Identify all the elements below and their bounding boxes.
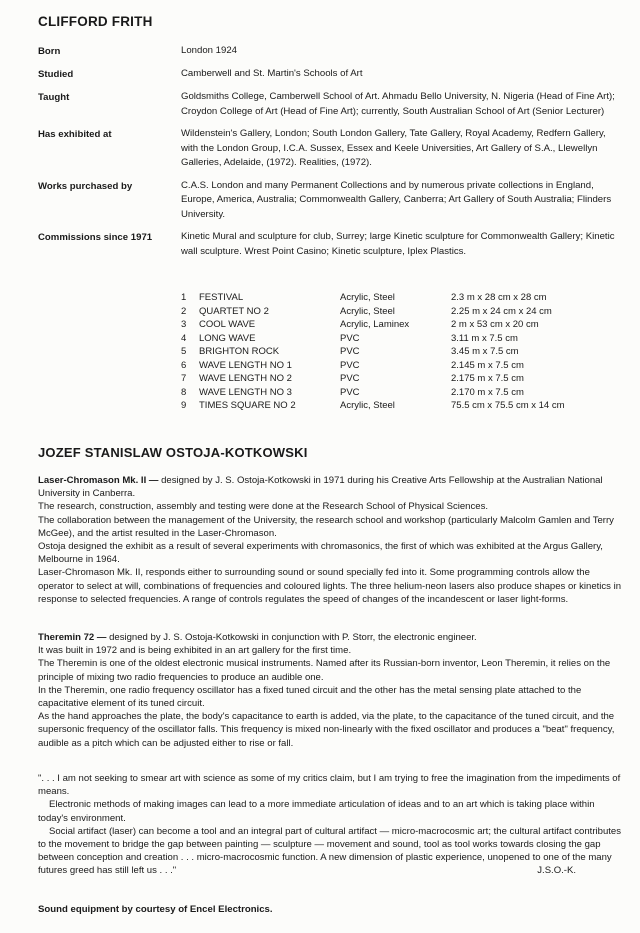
work-medium: PVC [340, 386, 360, 398]
laser-paragraph: The research, construction, assembly and testing were done at the Research School of Physical Sciences. [38, 501, 488, 513]
bio-label: Taught [38, 92, 70, 103]
work-dimensions: 2.145 m x 7.5 cm [451, 359, 524, 371]
bio-row [38, 179, 628, 223]
work-row [181, 372, 611, 386]
work-row [181, 305, 611, 319]
work-number: 7 [181, 373, 187, 384]
work-medium: PVC [340, 359, 360, 371]
theremin-paragraph: In the Theremin, one radio frequency oscillator has a fixed tuned circuit and the other has the metal sensing plate attached to the capacitative element of its tuned circuit. [38, 684, 582, 710]
bio-row [38, 90, 628, 119]
work-number: 2 [181, 305, 187, 317]
bio-row [38, 67, 628, 82]
bio-value: Kinetic Mural and sculpture for club, Surrey; large Kinetic sculpture for Commonwealth Gallery; Kinetic wall sculpture. Wrest Point Casino; Kinetic sculpture, Iplex Plastics. [181, 231, 615, 257]
bio-value: Wildenstein's Gallery, London; South London Gallery, Tate Gallery, Royal Academy, Redfern Gallery, with the London Group, I.C.A. Sussex, Essex and Keele Universities, Art Gallery of S.A., Llewellyn Galleries, Adelaide, (1972). Realities, (1972). [181, 128, 606, 168]
theremin-paragraph: It was built in 1972 and is being exhibited in an art gallery for the first time. [38, 645, 352, 657]
work-title: FESTIVAL [199, 292, 244, 303]
work-dimensions: 3.45 m x 7.5 cm [451, 346, 519, 357]
theremin-title: Theremin 72 — [38, 632, 107, 643]
work-row [181, 386, 611, 400]
theremin-section [38, 631, 624, 750]
work-number: 6 [181, 359, 187, 371]
bio-label: Works purchased by [38, 180, 133, 192]
work-medium: Acrylic, Steel [340, 305, 395, 317]
work-number: 3 [181, 319, 187, 330]
bio-value: Goldsmiths College, Camberwell School of Art. Ahmadu Bello University, N. Nigeria (Head of Fine Art); Croydon College of Art (Head of Fine Art); currently, South Australian School of Art (Senior Lecturer) [181, 91, 615, 117]
quote-paragraph: Electronic methods of making images can lead to a more immediate articulation of ideas and to an art which is taking place within today's environment. [38, 799, 595, 824]
work-row [181, 332, 611, 346]
work-row [181, 399, 611, 413]
work-dimensions: 2.3 m x 28 cm x 28 cm [451, 292, 547, 303]
artist-heading-ostoja: JOZEF STANISLAW OSTOJA-KOTKOWSKI [38, 445, 308, 460]
bio-label: Studied [38, 69, 74, 80]
work-row [181, 345, 611, 359]
work-title: WAVE LENGTH NO 2 [199, 373, 292, 384]
bio-row [38, 230, 628, 259]
bio-row [38, 127, 628, 171]
quote-paragraph: ". . . I am not seeking to smear art with science as some of my critics claim, but I am trying to free the imagination from the impediments of means. [38, 773, 621, 798]
work-number: 1 [181, 292, 187, 303]
laser-paragraph: Laser-Chromason Mk. II, responds either to surrounding sound or sound specially fed into it. Some programming controls allow the operator to select at will, combinations of frequencies and coloured lights. The three helium-neon lasers also produce shapes or kinetics in response to selected frequencies. A range of controls regulates the speed of changes of the incandescent or laser light-forms. [38, 567, 622, 605]
work-title: COOL WAVE [199, 319, 256, 330]
work-medium: Acrylic, Laminex [340, 319, 410, 330]
sound-credit: Sound equipment by courtesy of Encel Electronics. [38, 904, 273, 915]
laser-paragraph: The collaboration between the management of the University, the research school and workshop (particularly Malcolm Gamlen and Terry McGee), and the artist resulted in the Laser-Chromason. [38, 514, 614, 539]
work-medium: PVC [340, 332, 360, 344]
works-list [181, 291, 611, 413]
laser-paragraph: Ostoja designed the exhibit as a result of several experiments with chromasonics, the first of which was exhibited at the Argus Gallery, Melbourne in 1964. [38, 541, 603, 566]
work-medium: Acrylic, Steel [340, 400, 395, 411]
work-title: QUARTET NO 2 [199, 305, 269, 317]
bio-value: London 1924 [181, 45, 238, 56]
work-title: BRIGHTON ROCK [199, 346, 280, 357]
quote-paragraph [38, 825, 624, 878]
theremin-intro-text: designed by J. S. Ostoja-Kotkowski in conjunction with P. Storr, the electronic engineer. [106, 632, 477, 643]
theremin-paragraph: The Theremin is one of the oldest electronic musical instruments. Named after its Russian-born inventor, Leon Theremin, it relies on the principle of mixing two radio frequencies to produce an audible one. [38, 658, 611, 683]
work-row [181, 291, 611, 305]
work-dimensions: 2 m x 53 cm x 20 cm [451, 319, 539, 330]
work-number: 4 [181, 332, 187, 344]
work-row [181, 318, 611, 332]
work-dimensions: 2.170 m x 7.5 cm [451, 386, 524, 398]
frith-biography [38, 44, 628, 267]
work-medium: Acrylic, Steel [340, 292, 395, 303]
work-number: 8 [181, 386, 187, 398]
theremin-paragraph: As the hand approaches the plate, the body's capacitance to earth is added, via the plate, to the capacitance of the tuned circuit, and the supersonic frequency of the oscillator falls. This frequency is mixed non-linearly with the fixed oscillator and produces a "beat" frequency, audible as a pitch which can be adjusted either to rise or fall. [38, 711, 615, 749]
work-medium: PVC [340, 346, 360, 357]
work-row [181, 359, 611, 373]
work-title: WAVE LENGTH NO 1 [199, 359, 292, 371]
bio-label: Has exhibited at [38, 129, 112, 140]
bio-row [38, 44, 628, 59]
artist-quote [38, 772, 624, 878]
work-title: LONG WAVE [199, 332, 256, 344]
quote-text: Social artifact (laser) can become a tool and an integral part of cultural artifact — micro-macrocosmic art; the cultural artifact contributes to the movement to bridge the gap between painting — sculpture — movement and sound, tool as tool works towards closing the gap between conception and creation . . . micro-macrocosmic function. A new dimension of plastic experience, unopened to one of the many futures greed has still left us . . ." [38, 825, 621, 877]
work-dimensions: 3.11 m x 7.5 cm [451, 332, 518, 344]
work-dimensions: 75.5 cm x 75.5 cm x 14 cm [451, 400, 565, 411]
bio-value: Camberwell and St. Martin's Schools of Art [181, 68, 363, 79]
work-number: 5 [181, 346, 187, 357]
work-number: 9 [181, 400, 187, 411]
work-title: TIMES SQUARE NO 2 [199, 400, 296, 411]
laser-intro-text: designed by J. S. Ostoja-Kotkowski in 1971 during his Creative Arts Fellowship at the Australian National University in Canberra. [38, 475, 603, 500]
work-dimensions: 2.175 m x 7.5 cm [451, 373, 524, 384]
laser-title: Laser-Chromason Mk. II — [38, 475, 159, 486]
bio-label: Commissions since 1971 [38, 232, 153, 243]
work-medium: PVC [340, 373, 360, 384]
bio-label: Born [38, 46, 61, 57]
quote-signature: J.S.O.-K. [537, 865, 576, 877]
work-title: WAVE LENGTH NO 3 [199, 386, 292, 398]
laser-intro-paragraph [38, 474, 624, 500]
laser-chromason-section [38, 474, 624, 606]
work-dimensions: 2.25 m x 24 cm x 24 cm [451, 305, 552, 317]
artist-heading-frith: CLIFFORD FRITH [38, 14, 153, 29]
bio-value: C.A.S. London and many Permanent Collections and by numerous private collections in England, Europe, America, Australia; Commonwealth Gallery, Canberra; Art Gallery of South Australia; Flinders University. [181, 179, 612, 220]
theremin-intro-paragraph [38, 631, 624, 644]
